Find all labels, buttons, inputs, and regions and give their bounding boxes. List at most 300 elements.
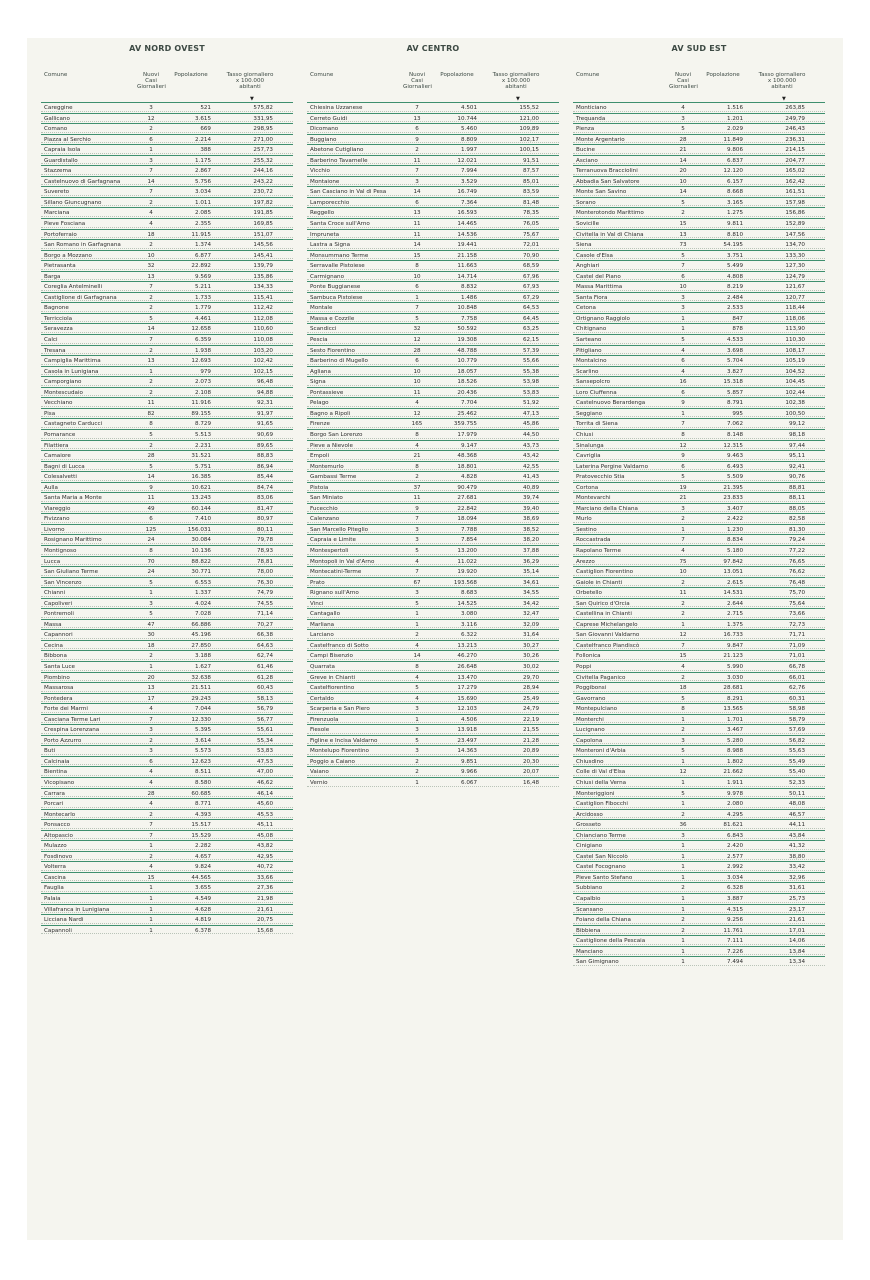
cell-tasso: 243,22 [253,178,273,185]
cell-popolazione: 3.080 [460,611,477,618]
cell-tasso: 113,90 [785,326,805,333]
cell-tasso: 33,66 [256,874,273,881]
cell-tasso: 53,98 [522,379,539,386]
table-row [307,450,559,461]
cell-nuovi-casi: 6 [149,516,153,523]
cell-nuovi-casi: 4 [415,558,419,565]
cell-tasso: 88,83 [256,453,273,460]
cell-popolazione: 13.918 [457,727,477,734]
cell-popolazione: 1.201 [726,115,743,122]
cell-popolazione: 1.997 [460,147,477,154]
table-row [307,461,559,472]
cell-popolazione: 26.648 [457,663,477,670]
cell-comune: Cavriglia [576,453,601,460]
cell-nuovi-casi: 4 [149,221,153,228]
cell-tasso: 46,57 [788,811,805,818]
table-row [573,882,825,893]
cell-popolazione: 15.690 [457,695,477,702]
cell-nuovi-casi: 4 [415,695,419,702]
table-row [573,851,825,862]
section-av-sud-est [573,38,825,967]
cell-popolazione: 12.103 [457,706,477,713]
cell-popolazione: 2.867 [194,168,211,175]
cell-nuovi-casi: 5 [681,337,685,344]
table-row [41,809,293,820]
cell-nuovi-casi: 8 [415,263,419,270]
table-row [307,440,559,451]
cell-tasso: 71,09 [788,642,805,649]
cell-comune: Empoli [310,453,330,460]
cell-popolazione: 1.486 [460,294,477,301]
cell-nuovi-casi: 21 [679,495,687,502]
cell-comune: Pelago [310,400,329,407]
cell-tasso: 255,32 [253,157,273,164]
cell-nuovi-casi: 36 [679,822,687,829]
cell-comune: Chitignano [576,326,607,333]
cell-comune: Seravezza [44,326,73,333]
table-row [41,397,293,408]
cell-nuovi-casi: 11 [413,389,421,396]
table-row [41,176,293,187]
cell-comune: Follonica [576,653,601,660]
cell-comune: Careggine [44,105,73,111]
table-row [41,766,293,777]
cell-comune: Scansano [576,906,603,913]
cell-comune: Buti [44,748,56,755]
section-av-centro [307,38,559,788]
cell-nuovi-casi: 7 [149,168,153,175]
cell-nuovi-casi: 2 [681,600,685,607]
header-tasso[interactable]: Tasso giornaliero x 100.000 abitanti [758,72,806,90]
cell-comune: Aulla [44,484,58,491]
cell-popolazione: 7.410 [194,516,211,523]
cell-tasso: 62,15 [522,337,539,344]
cell-popolazione: 3.165 [726,199,743,206]
table-row [307,650,559,661]
cell-comune: Gambassi Terme [310,474,357,481]
cell-popolazione: 23.497 [457,737,477,744]
table-row [307,534,559,545]
cell-comune: Villafranca in Lunigiana [44,906,110,913]
cell-comune: Capraia e Limite [310,537,356,544]
cell-comune: Pienza [576,126,595,133]
cell-comune: Pescia [310,337,328,344]
cell-tasso: 71,71 [788,632,805,639]
cell-nuovi-casi: 1 [149,896,153,903]
cell-tasso: 71,14 [256,611,273,618]
cell-comune: Rosignano Marittimo [44,537,102,544]
table-row [41,313,293,324]
header-popolazione: Popolazione [174,72,208,78]
table-row [573,355,825,366]
header-tasso[interactable]: Tasso giornaliero x 100.000 abitanti [226,72,274,90]
cell-popolazione: 16.385 [191,474,211,481]
cell-popolazione: 5.704 [726,358,743,365]
cell-tasso: 56,77 [256,716,273,723]
cell-nuovi-casi: 2 [681,727,685,734]
cell-tasso: 124,79 [785,273,805,280]
cell-comune: Greve in Chianti [310,674,356,681]
table-row [573,450,825,461]
cell-nuovi-casi: 11 [413,157,421,164]
cell-tasso: 78,93 [256,547,273,554]
sort-down-icon[interactable]: ▼ [250,96,254,102]
cell-nuovi-casi: 4 [681,368,685,375]
cell-comune: Sorano [576,199,596,206]
cell-popolazione: 1.779 [194,305,211,312]
cell-tasso: 79,24 [788,537,805,544]
cell-comune: Calenzano [310,516,340,523]
cell-comune: Bagni di Lucca [44,463,85,470]
cell-comune: San Romano in Garfagnana [44,242,121,249]
cell-nuovi-casi: 12 [679,632,687,639]
cell-nuovi-casi: 1 [681,621,685,628]
cell-tasso: 76,48 [788,579,805,586]
table-row [573,714,825,725]
cell-popolazione: 1.938 [194,347,211,354]
table-row [573,376,825,387]
cell-comune: Palaia [44,896,61,903]
cell-tasso: 120,77 [785,294,805,301]
cell-comune: Lucca [44,558,61,565]
cell-comune: Tresana [44,347,66,354]
cell-comune: Sovicille [576,221,600,228]
cell-tasso: 40,72 [256,864,273,871]
table-row [573,756,825,767]
cell-tasso: 56,79 [256,706,273,713]
cell-nuovi-casi: 6 [149,136,153,143]
cell-comune: Ponte Buggianese [310,284,361,291]
cell-comune: Poppi [576,663,592,670]
cell-tasso: 108,17 [785,347,805,354]
cell-tasso: 64,63 [256,642,273,649]
table-row [41,893,293,904]
cell-tasso: 331,95 [253,115,273,122]
table-row [573,556,825,567]
cell-popolazione: 46.270 [457,653,477,660]
cell-comune: Pratovecchio Stia [576,474,625,481]
cell-popolazione: 12.330 [191,716,211,723]
cell-popolazione: 1.733 [194,294,211,301]
table-row [307,703,559,714]
cell-nuovi-casi: 6 [415,284,419,291]
cell-popolazione: 25.462 [457,410,477,417]
cell-popolazione: 12.658 [191,326,211,333]
cell-nuovi-casi: 7 [149,284,153,291]
cell-nuovi-casi: 47 [147,621,155,628]
cell-tasso: 30,27 [522,642,539,649]
cell-comune: Foiano della Chiana [576,917,631,924]
cell-popolazione: 9.851 [460,758,477,765]
cell-comune: Pontremoli [44,611,74,618]
cell-comune: Gallicano [44,115,70,122]
cell-tasso: 197,82 [253,199,273,206]
cell-comune: Sestino [576,526,597,533]
cell-tasso: 53,83 [522,389,539,396]
cell-comune: Colle di Val d'Elsa [576,769,626,776]
cell-comune: Firenzuola [310,716,339,723]
cell-tasso: 70,90 [522,252,539,259]
table-row [41,830,293,841]
table-row [41,355,293,366]
table-row [573,334,825,345]
table-row [41,735,293,746]
cell-tasso: 28,94 [522,685,539,692]
cell-comune: San Giuliano Terme [44,569,99,576]
cell-popolazione: 21.158 [457,252,477,259]
cell-popolazione: 13.051 [723,569,743,576]
table-row [573,492,825,503]
cell-nuovi-casi: 5 [149,579,153,586]
cell-popolazione: 4.533 [726,337,743,344]
table-row [41,102,293,113]
cell-popolazione: 3.887 [726,896,743,903]
cell-nuovi-casi: 3 [681,505,685,512]
cell-nuovi-casi: 9 [415,136,419,143]
cell-popolazione: 45.196 [191,632,211,639]
cell-tasso: 67,96 [522,273,539,280]
table-row [573,123,825,134]
cell-tasso: 104,45 [785,379,805,386]
cell-tasso: 42,95 [256,853,273,860]
cell-popolazione: 878 [732,326,743,333]
cell-nuovi-casi: 2 [681,516,685,523]
table-row [41,619,293,630]
cell-tasso: 230,72 [253,189,273,196]
cell-tasso: 75,64 [788,600,805,607]
cell-tasso: 41,43 [522,474,539,481]
cell-popolazione: 3.655 [194,885,211,892]
cell-comune: Capolona [576,737,603,744]
cell-comune: Murlo [576,516,592,523]
cell-nuovi-casi: 8 [415,431,419,438]
cell-nuovi-casi: 7 [415,569,419,576]
cell-tasso: 25,73 [788,896,805,903]
cell-comune: Torrita di Siena [576,421,618,428]
table-row [41,745,293,756]
cell-nuovi-casi: 5 [149,315,153,322]
table-row [41,756,293,767]
cell-comune: Mulazzo [44,843,67,850]
cell-comune: Santa Croce sull'Arno [310,221,370,228]
cell-popolazione: 14.525 [457,600,477,607]
cell-nuovi-casi: 2 [681,811,685,818]
table-row [307,682,559,693]
cell-tasso: 39,40 [522,505,539,512]
cell-popolazione: 8.219 [726,284,743,291]
cell-nuovi-casi: 3 [149,727,153,734]
cell-popolazione: 4.819 [194,917,211,924]
table-row [573,893,825,904]
table-row [307,197,559,208]
header-popolazione: Popolazione [706,72,740,78]
cell-tasso: 112,08 [253,315,273,322]
cell-comune: San Giovanni Valdarno [576,632,640,639]
cell-nuovi-casi: 1 [681,843,685,850]
cell-nuovi-casi: 7 [149,337,153,344]
cell-tasso: 134,70 [785,242,805,249]
section-title: AV CENTRO [406,44,460,53]
cell-tasso: 151,07 [253,231,273,238]
table-row [573,218,825,229]
cell-comune: Barberino di Mugello [310,358,368,365]
cell-tasso: 75,67 [522,231,539,238]
cell-tasso: 145,41 [253,252,273,259]
cell-tasso: 17,01 [788,927,805,934]
cell-nuovi-casi: 70 [147,558,155,565]
table-row [573,598,825,609]
cell-popolazione: 16.733 [723,632,743,639]
table-row [573,904,825,915]
table-row [573,724,825,735]
cell-tasso: 263,85 [785,105,805,111]
cell-popolazione: 9.569 [194,273,211,280]
cell-popolazione: 90.479 [457,484,477,491]
cell-popolazione: 4.461 [194,315,211,322]
cell-popolazione: 3.034 [194,189,211,196]
cell-popolazione: 2.422 [726,516,743,523]
cell-comune: Porcari [44,801,64,808]
cell-popolazione: 5.573 [194,748,211,755]
header-comune: Comune [310,72,334,78]
table-row [307,545,559,556]
cell-popolazione: 32.638 [191,674,211,681]
cell-tasso: 22,19 [522,716,539,723]
cell-popolazione: 11.663 [457,263,477,270]
cell-nuovi-casi: 2 [681,885,685,892]
cell-comune: Lucignano [576,727,605,734]
cell-popolazione: 22.842 [457,505,477,512]
cell-nuovi-casi: 14 [147,326,155,333]
cell-popolazione: 12.315 [723,442,743,449]
cell-nuovi-casi: 15 [413,252,421,259]
cell-tasso: 121,00 [519,115,539,122]
table-row [41,387,293,398]
cell-tasso: 13,34 [788,959,805,966]
table-row [41,366,293,377]
header-popolazione: Popolazione [440,72,474,78]
cell-popolazione: 18.526 [457,379,477,386]
table-row [573,313,825,324]
table-row [307,155,559,166]
cell-tasso: 102,15 [253,368,273,375]
cell-nuovi-casi: 165 [411,421,423,428]
cell-nuovi-casi: 1 [681,716,685,723]
table-row [41,123,293,134]
cell-popolazione: 2.085 [194,210,211,217]
cell-nuovi-casi: 4 [415,642,419,649]
cell-comune: Campiglia Marittima [44,358,101,365]
table-row [41,777,293,788]
cell-comune: Capannoli [44,927,72,934]
cell-nuovi-casi: 6 [681,463,685,470]
cell-comune: Chiusdino [576,758,604,765]
cell-tasso: 44,11 [788,822,805,829]
cell-nuovi-casi: 28 [147,453,155,460]
table-row [307,113,559,124]
cell-popolazione: 3.030 [726,674,743,681]
cell-tasso: 99,12 [788,421,805,428]
cell-popolazione: 16.593 [457,210,477,217]
cell-nuovi-casi: 7 [415,516,419,523]
table-row [41,534,293,545]
cell-comune: Castel Focognano [576,864,626,871]
cell-tasso: 161,51 [785,189,805,196]
cell-nuovi-casi: 11 [147,495,155,502]
cell-comune: Chianni [44,590,66,597]
cell-nuovi-casi: 4 [681,663,685,670]
table-row [307,566,559,577]
cell-comune: Fosdinovo [44,853,73,860]
cell-nuovi-casi: 9 [149,484,153,491]
sort-down-icon[interactable]: ▼ [516,96,520,102]
table-row [307,429,559,440]
cell-comune: Castiglion Fibocchi [576,801,628,808]
cell-tasso: 21,28 [522,737,539,744]
cell-tasso: 83,06 [256,495,273,502]
cell-nuovi-casi: 13 [147,273,155,280]
cell-popolazione: 48.368 [457,453,477,460]
cell-comune: Castelfranco di Sotto [310,642,369,649]
cell-comune: Castiglione di Garfagnana [44,294,117,301]
cell-comune: Orbetello [576,590,602,597]
cell-comune: Coreglia Antelminelli [44,284,103,291]
cell-popolazione: 1.375 [726,621,743,628]
cell-nuovi-casi: 12 [679,442,687,449]
cell-popolazione: 1.275 [726,210,743,217]
table-row [307,260,559,271]
cell-nuovi-casi: 4 [415,442,419,449]
cell-nuovi-casi: 12 [413,337,421,344]
cell-nuovi-casi: 6 [415,126,419,133]
cell-comune: Montelupo Fiorentino [310,748,369,755]
cell-comune: Marciana [44,210,70,217]
cell-tasso: 67,93 [522,284,539,291]
cell-popolazione: 979 [200,368,211,375]
section-title: AV NORD OVEST [129,44,205,53]
cell-tasso: 83,59 [522,189,539,196]
cell-comune: Montespertoli [310,547,349,554]
cell-popolazione: 13.243 [191,495,211,502]
cell-popolazione: 8.511 [194,769,211,776]
cell-nuovi-casi: 4 [149,801,153,808]
table-row [41,724,293,735]
cell-tasso: 20,07 [522,769,539,776]
cell-tasso: 165,02 [785,168,805,175]
header-tasso[interactable]: Tasso giornaliero x 100.000 abitanti [492,72,540,90]
table-row [573,302,825,313]
cell-popolazione: 9.256 [726,917,743,924]
cell-tasso: 45,11 [256,822,273,829]
cell-comune: Montale [310,305,333,312]
sort-down-icon[interactable]: ▼ [782,96,786,102]
cell-nuovi-casi: 4 [149,210,153,217]
table-row [573,861,825,872]
cell-nuovi-casi: 2 [149,442,153,449]
cell-tasso: 84,74 [256,484,273,491]
cell-tasso: 191,85 [253,210,273,217]
cell-comune: Sambuca Pistoiese [310,294,363,301]
cell-comune: Monte San Savino [576,189,627,196]
table-row [573,144,825,155]
cell-nuovi-casi: 10 [679,284,687,291]
table-row [573,197,825,208]
cell-popolazione: 13.470 [457,674,477,681]
cell-nuovi-casi: 7 [149,832,153,839]
cell-tasso: 74,55 [256,600,273,607]
cell-popolazione: 22.892 [191,263,211,270]
table-row [573,809,825,820]
